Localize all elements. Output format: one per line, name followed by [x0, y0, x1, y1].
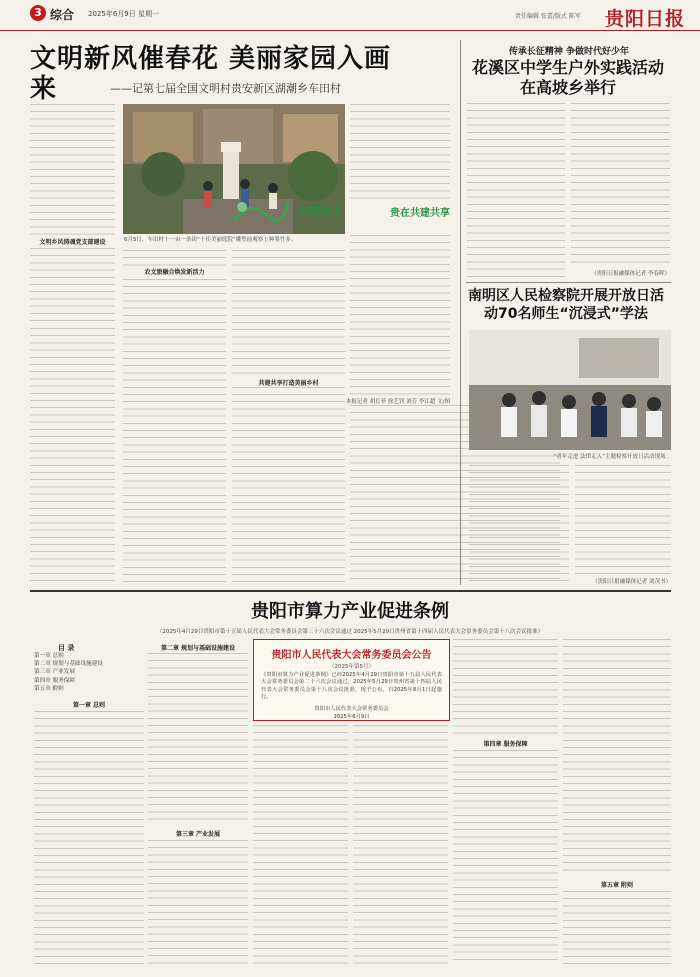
classroom-photo-image: [469, 330, 671, 450]
body-text-lines: [34, 711, 144, 966]
body-text-lines: [469, 465, 569, 583]
body-text-lines: [563, 891, 671, 966]
banner-subtitle: 贵在共建共享: [390, 208, 450, 219]
article-subhead-3-box: [232, 377, 345, 387]
article-subhead: 农文旅融合焕发新活力: [123, 268, 226, 276]
article-column-1b: [30, 328, 115, 583]
section-name: 综合: [50, 8, 75, 22]
article-subhead-1-box: [30, 236, 115, 246]
banner-decoration-icon: [230, 195, 290, 225]
civilization-banner: [230, 195, 455, 225]
article-subhead-2-box: [123, 266, 226, 276]
section-divider-thick: [30, 590, 671, 592]
law-title: 贵阳市算力产业促进条例: [251, 601, 449, 622]
announcement-body: 《贵阳市算力产业促进条例》已经2025年4月29日贵阳市第十五届人民代表大会常务委员会第二十六次会议通过，2025年5月29日贵州省第十四届人民代表大会常务委员会第十八次会议批准，现予公布，自2025年8月1日起施行。: [261, 672, 442, 701]
body-text-lines: [148, 840, 248, 966]
toc-title: 目 录: [58, 644, 75, 652]
article-column-2: [123, 250, 226, 583]
classroom-photo: [469, 330, 671, 450]
body-text-lines: [467, 103, 565, 278]
announcement-org: 贵阳市人民代表大会常务委员会: [314, 706, 389, 712]
chapter-heading: 第三章 产业发展: [175, 831, 221, 838]
right-article-2-title: 南明区人民检察院开展开放日活动70名师生“沉浸式”学法: [468, 288, 664, 322]
right-article-1-title: 花溪区中学生户外实践活动在高坡乡举行: [471, 58, 664, 97]
article-column-5: [350, 235, 450, 395]
toc-item: 第二章 规划与基础设施建设: [34, 661, 103, 668]
toc-item: 第一章 总则: [34, 653, 64, 659]
chapter-heading: 第五章 附则: [600, 882, 634, 889]
chapter-heading: 第二章 规划与基础设施建设: [160, 645, 236, 652]
body-text-lines: [123, 250, 226, 583]
article-author: 本报记者 胡长菲 徐艺钊 刘芳 李江超 文/图: [345, 399, 450, 405]
right-article-2-author: （贵阳日报融媒体记者 刘茂书）: [592, 579, 671, 585]
main-headline: 文明新风催春花 美丽家园入画来: [30, 44, 392, 104]
article-column-1: [30, 104, 115, 324]
right-article-2-column-b: [469, 465, 569, 583]
issue-date: 2025年6月9日 星期一: [88, 10, 159, 18]
masthead-logo: 贵阳日报: [605, 8, 686, 30]
toc-item: 第四章 服务保障: [34, 677, 75, 684]
right-article-2-column-c: [575, 465, 671, 575]
toc-item: 第三章 产业发展: [34, 669, 75, 676]
body-text-lines: [571, 103, 670, 268]
law-column-6: [563, 639, 671, 876]
announcement-box: [253, 639, 450, 721]
toc-item: 第五章 附则: [34, 685, 64, 692]
chapter-heading: 第一章 总则: [72, 702, 106, 709]
body-text-lines: [350, 235, 450, 395]
section-divider: [466, 282, 671, 283]
body-text-lines: [253, 725, 348, 966]
law-column-4: [353, 725, 448, 966]
right-article-1-author: （贵阳日报融媒体记者 李春晖）: [591, 271, 670, 277]
editors: 责任编辑 张蕾/版式 陈军: [515, 13, 581, 20]
article-subhead: 共建共享打造美丽乡村: [232, 379, 345, 387]
right-article-1-overline: 传承长征精神 争做时代好少年: [508, 47, 630, 57]
photo-caption: 6月5日，车田村十一亩一条街“十佳美丽庭院”雕塑前观察上种墨竹多。: [124, 237, 297, 243]
section-number: 3: [30, 5, 46, 21]
chapter-heading: 第四章 服务保障: [483, 741, 528, 748]
banner-title: 文明城市: [298, 205, 342, 218]
body-text-lines: [563, 639, 671, 876]
body-text-lines: [30, 104, 115, 324]
law-column-5: [453, 639, 558, 734]
body-text-lines: [30, 328, 115, 583]
announcement-title: 贵阳市人民代表大会常务委员会公告: [271, 650, 432, 661]
article-column-3: [232, 250, 345, 583]
right-article-2-photo-caption: “青年走进 法律走入”主题检察开放日活动现场。: [553, 454, 671, 460]
body-text-lines: [353, 725, 448, 966]
body-text-lines: [575, 465, 671, 575]
body-text-lines: [453, 750, 558, 966]
law-adoption-note: （2025年4月29日贵阳市第十五届人民代表大会常务委员会第二十六次会议通过 2025年5月29日贵州省第十四届人民代表大会常务委员会第十八次会议批准）: [156, 629, 544, 635]
law-column-2: [148, 653, 248, 825]
announcement-date: 2025年6月9日: [333, 714, 370, 720]
article-subhead: 文明乡风铸魂党支部建设: [30, 238, 115, 246]
law-column-1: [34, 711, 144, 966]
right-article-1-column-b: [571, 103, 670, 268]
law-column-2b: [148, 840, 248, 966]
body-text-lines: [148, 653, 248, 825]
main-subheadline: ——记第七届全国文明村贵安新区湖潮乡车田村: [110, 82, 341, 95]
announcement-number: （2025年第5号）: [329, 664, 374, 670]
body-text-lines: [232, 250, 345, 583]
table-of-contents: [34, 652, 144, 693]
body-text-lines: [453, 639, 558, 734]
body-text-lines: [350, 104, 450, 199]
law-column-3: [253, 725, 348, 966]
law-column-5b: [453, 750, 558, 966]
right-article-1-column-a: [467, 103, 565, 278]
law-column-6b: [563, 891, 671, 966]
page-header: [0, 0, 700, 31]
article-column-4: [350, 104, 450, 199]
